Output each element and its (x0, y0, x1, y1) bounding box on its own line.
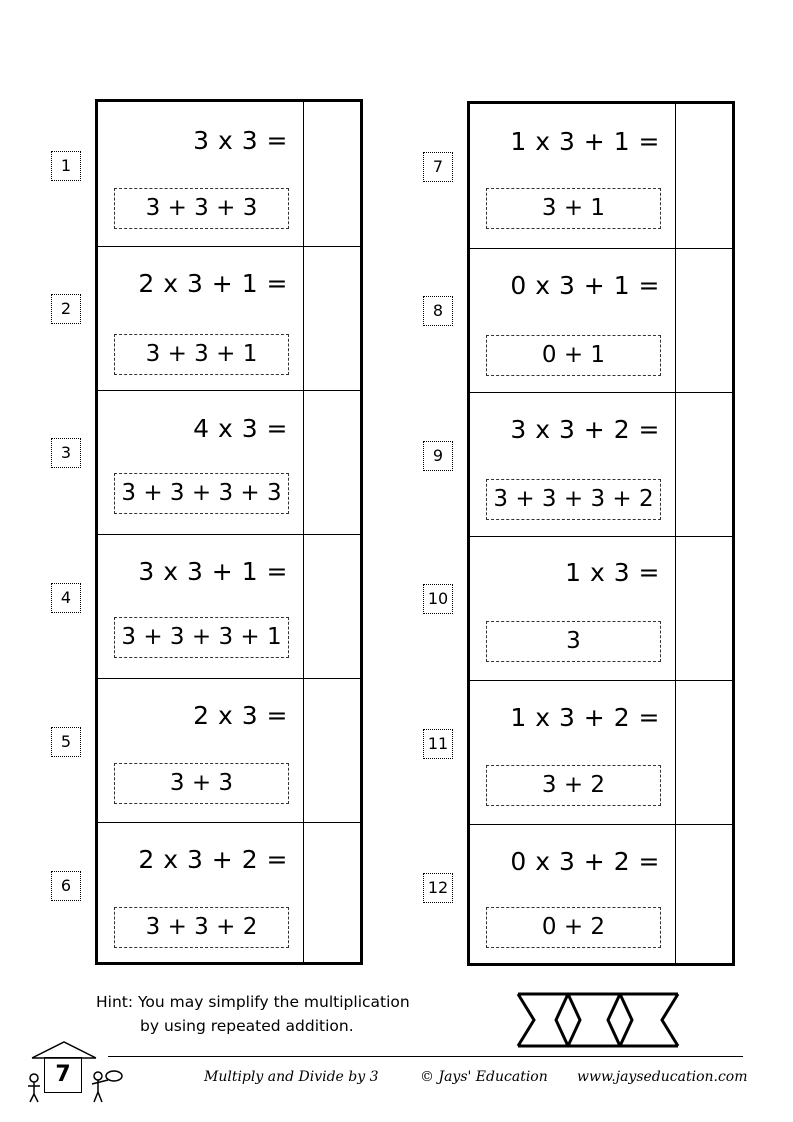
problem-row (470, 104, 732, 248)
equation: 2 x 3 = (193, 701, 288, 730)
page-number: 7 (44, 1057, 82, 1093)
hint-box: 3 + 3 + 3 + 3 (114, 473, 289, 514)
footer-copyright: © Jays' Education (420, 1069, 548, 1085)
hint-box: 0 + 1 (486, 335, 661, 376)
zigzag-diamond-pattern-icon (512, 990, 684, 1050)
hint-line-1: Hint: You may simplify the multiplication (96, 993, 410, 1011)
question-number: 10 (423, 584, 453, 614)
equation: 2 x 3 + 1 = (138, 269, 288, 298)
problem-row (470, 680, 732, 824)
question-number: 11 (423, 729, 453, 759)
footer-title: Multiply and Divide by 3 (204, 1069, 379, 1085)
hint-box: 3 + 3 + 3 (114, 188, 289, 229)
hint-box: 3 + 3 (114, 763, 289, 804)
question-number: 5 (51, 727, 81, 757)
hint-line-2: by using repeated addition. (140, 1017, 354, 1035)
footer-divider (108, 1056, 743, 1057)
problem-row (470, 536, 732, 680)
worksheet-column-right (467, 101, 735, 966)
equation: 2 x 3 + 2 = (138, 845, 288, 874)
problem-row (98, 102, 360, 246)
hint-text (96, 990, 410, 1038)
equation: 0 x 3 + 2 = (510, 847, 660, 876)
worksheet-column-left (95, 99, 363, 965)
question-number: 9 (423, 441, 453, 471)
hint-box: 3 + 3 + 3 + 1 (114, 617, 289, 658)
equation: 3 x 3 = (193, 126, 288, 155)
question-number: 1 (51, 151, 81, 181)
equation: 1 x 3 + 1 = (510, 127, 660, 156)
problem-row (470, 392, 732, 536)
equation: 3 x 3 + 1 = (138, 557, 288, 586)
question-number: 3 (51, 438, 81, 468)
hint-box: 3 (486, 621, 661, 662)
problem-row (470, 824, 732, 963)
equation: 0 x 3 + 1 = (510, 271, 660, 300)
question-number: 2 (51, 294, 81, 324)
problem-row (98, 534, 360, 678)
question-number: 4 (51, 583, 81, 613)
question-number: 6 (51, 871, 81, 901)
hint-box: 3 + 3 + 2 (114, 907, 289, 948)
hint-box: 0 + 2 (486, 907, 661, 948)
footer-website: www.jayseducation.com (577, 1069, 748, 1085)
equation: 1 x 3 = (565, 558, 660, 587)
problem-row (98, 390, 360, 534)
problem-row (98, 246, 360, 390)
problem-row (98, 822, 360, 962)
problem-row (98, 678, 360, 822)
problem-row (470, 248, 732, 392)
hint-box: 3 + 3 + 3 + 2 (486, 479, 661, 520)
hint-box: 3 + 1 (486, 188, 661, 229)
equation: 4 x 3 = (193, 414, 288, 443)
equation: 1 x 3 + 2 = (510, 703, 660, 732)
question-number: 7 (423, 152, 453, 182)
equation: 3 x 3 + 2 = (510, 415, 660, 444)
hint-box: 3 + 2 (486, 765, 661, 806)
question-number: 8 (423, 296, 453, 326)
hint-box: 3 + 3 + 1 (114, 334, 289, 375)
question-number: 12 (423, 873, 453, 903)
